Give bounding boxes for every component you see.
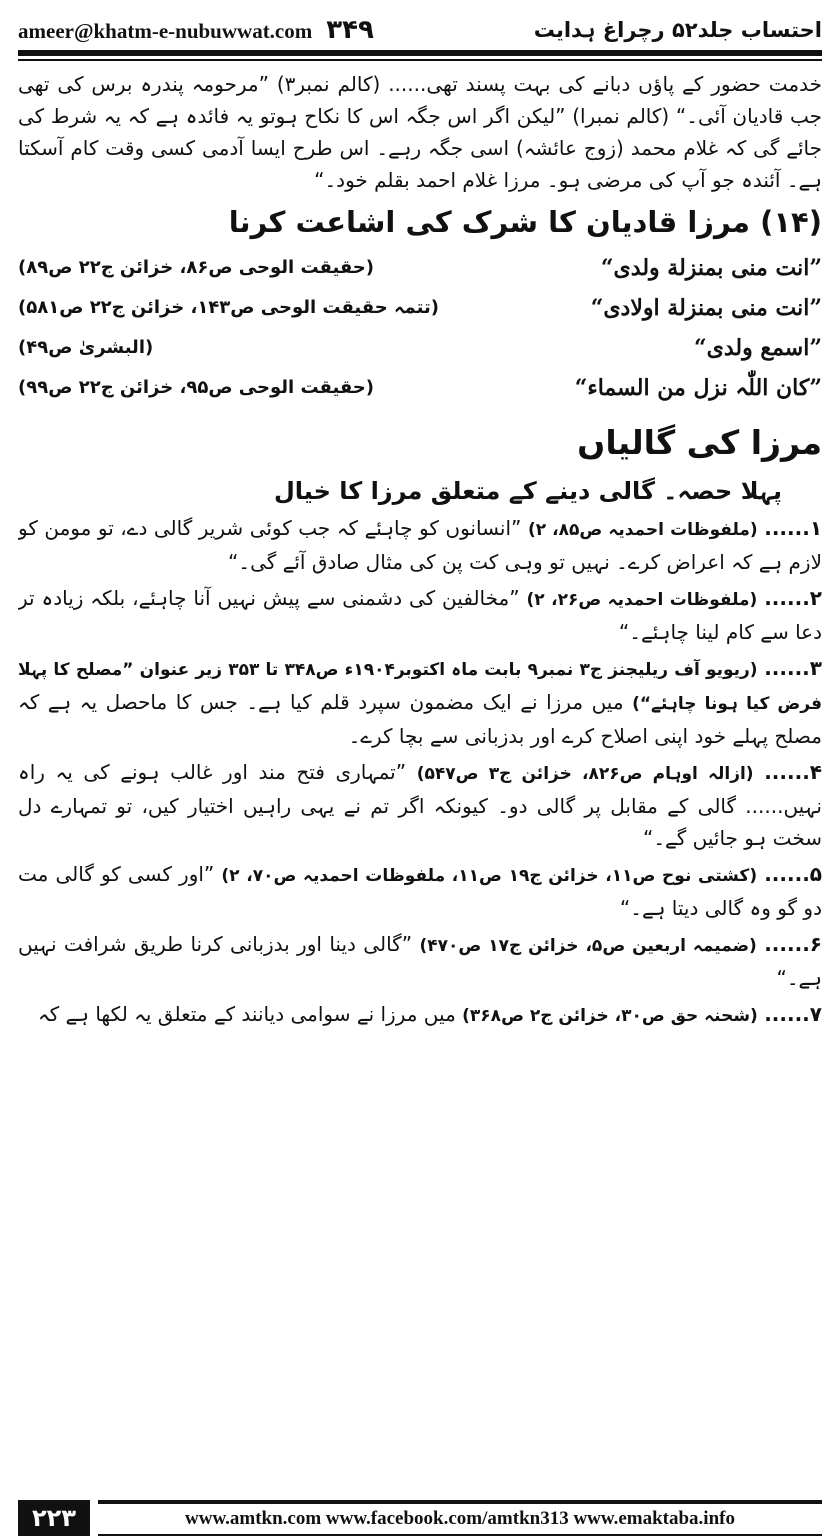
galiyan-heading: مرزا کی گالیاں — [577, 423, 822, 462]
page-footer — [18, 1500, 822, 1536]
item-number: ۴...... — [764, 760, 822, 784]
quote-reference: (تتمہ حقیقت الوحی ص۱۴۳، خزائن ج۲۲ ص۵۸۱) — [18, 297, 439, 318]
page-header — [18, 12, 822, 48]
quote-reference: (البشریٰ ص۴۹) — [18, 337, 154, 358]
item-text: میں مرزا نے سوامی دیانند کے متعلق یہ لکھا ہے کہ — [37, 1002, 456, 1026]
list-item — [18, 582, 822, 648]
item-number: ۳...... — [764, 656, 822, 680]
list-item — [18, 652, 822, 752]
item-text: ”انسانوں کو چاہئے کہ جب کوئی شریر گالی دے، تو مومن کو لازم ہے کہ اعراض کرے۔ نہیں تو وہی کت پن کی مثال صادق آئے گی۔“ — [18, 516, 822, 574]
item-source: (شحنہ حق ص۳۰، خزائن ج۲ ص۳۶۸) — [462, 1006, 758, 1026]
header-rule-thin — [18, 59, 822, 61]
header-rule-thick — [18, 50, 822, 56]
item-text: ”گالی دینا اور بدزبانی کرنا طریق شرافت نہیں ہے۔“ — [18, 932, 822, 990]
item-text: میں مرزا نے ایک مضمون سپرد قلم کیا ہے۔ جس کا ماحصل یہ ہے کہ مصلح پہلے خود اپنی اصلاح کرے اور بدزبانی سے بچا کرے۔ — [18, 690, 822, 748]
quote-row — [18, 368, 822, 408]
page-content — [18, 68, 822, 1486]
arabic-quote: ”اسمع ولدی“ — [693, 335, 822, 361]
section-14-heading: (۱۴) مرزا قادیان کا شرک کی اشاعت کرنا — [228, 205, 822, 239]
item-source: (ریویو آف ریلیجنز ج۳ نمبر۹ بابت ماہ اکتوبر۱۹۰۴ء ص۳۴۸ تا ۳۵۳ زیر عنوان ”مصلح کا پہلا فرض کیا ہونا چاہئے“) — [18, 660, 822, 714]
header-email: ameer@khatm-e-nubuwwat.com — [18, 19, 313, 43]
item-text: ”اور کسی کو گالی مت دو گو وہ گالی دیتا ہے۔“ — [18, 862, 822, 920]
header-title: احتساب جلد۵۲ رچراغ ہدایت — [533, 18, 822, 42]
list-item — [18, 512, 822, 578]
footer-page-number: ۲۲۳ — [18, 1500, 90, 1536]
item-number: ۱...... — [764, 516, 822, 540]
arabic-quote: ”کان اللّٰہ نزل من السماء“ — [574, 375, 822, 401]
header-left — [18, 12, 374, 49]
item-number: ۶...... — [764, 932, 822, 956]
quote-reference: (حقیقت الوحی ص۸۶، خزائن ج۲۲ ص۸۹) — [18, 257, 374, 278]
item-text: ”مخالفین کی دشمنی سے پیش نہیں آنا چاہئے، بلکہ زیادہ تر دعا سے کام لینا چاہئے۔“ — [18, 586, 822, 644]
list-item — [18, 858, 822, 924]
quote-row — [18, 288, 822, 328]
list-item — [18, 998, 822, 1032]
item-number: ۷...... — [764, 1002, 822, 1026]
galiyan-subheading: پہلا حصہ۔ گالی دینے کے متعلق مرزا کا خیال — [273, 477, 782, 505]
list-item — [18, 756, 822, 854]
header-page-number: ۳۴۹ — [326, 15, 374, 45]
arabic-quote: ”انت منی بمنزلة ولدی“ — [600, 255, 822, 281]
footer-links: www.amtkn.com www.facebook.com/amtkn313 www.emaktaba.info — [98, 1500, 822, 1536]
quote-row — [18, 328, 822, 368]
quote-reference: (حقیقت الوحی ص۹۵، خزائن ج۲۲ ص۹۹) — [18, 377, 374, 398]
item-source: (ازالہ اوہام ص۸۲۶، خزائن ج۳ ص۵۴۷) — [416, 764, 754, 784]
item-text: ”تمہاری فتح مند اور غالب ہونے کی یہ راہ نہیں...... گالی کے مقابل پر گالی دو۔ کیونکہ اگر تم نے یہی راہیں اختیار کیں، تو تمہارے دل سخت ہو جائیں گے۔“ — [18, 760, 822, 850]
quote-row — [18, 248, 822, 288]
item-number: ۵...... — [764, 862, 822, 886]
item-number: ۲...... — [764, 586, 822, 610]
list-item — [18, 928, 822, 994]
opening-paragraph: خدمت حضور کے پاؤں دبانے کی بہت پسند تھی...... (کالم نمبر۳) ”مرحومہ پندرہ برس کی تھی جب قادیان آئی۔“ (کالم نمبرا) ”لیکن اگر اس جگہ اس کا نکاح ہوتو یہ فائدہ ہے کہ یہ شرط کی جائے گی کہ غلام محمد (زوج عائشہ) اسی جگہ رہے۔ اس طرح ایسا آدمی کسی وقت کام آسکتا ہے۔ آئندہ جو آپ کی مرضی ہو۔ مرزا غلام احمد بقلم خود۔“ — [18, 72, 822, 192]
item-source: (کشتی نوح ص۱۱، خزائن ج۱۹ ص۱۱، ملفوظات احمدیہ ص۷۰، ۲) — [221, 866, 758, 886]
item-source: (ملفوظات احمدیہ ص۲۶، ۲) — [526, 590, 758, 610]
item-source: (ملفوظات احمدیہ ص۸۵، ۲) — [527, 520, 758, 540]
arabic-quote: ”انت منی بمنزلة اولادی“ — [590, 295, 822, 321]
item-source: (ضمیمہ اربعین ص۵، خزائن ج۱۷ ص۴۷۰) — [419, 936, 757, 956]
